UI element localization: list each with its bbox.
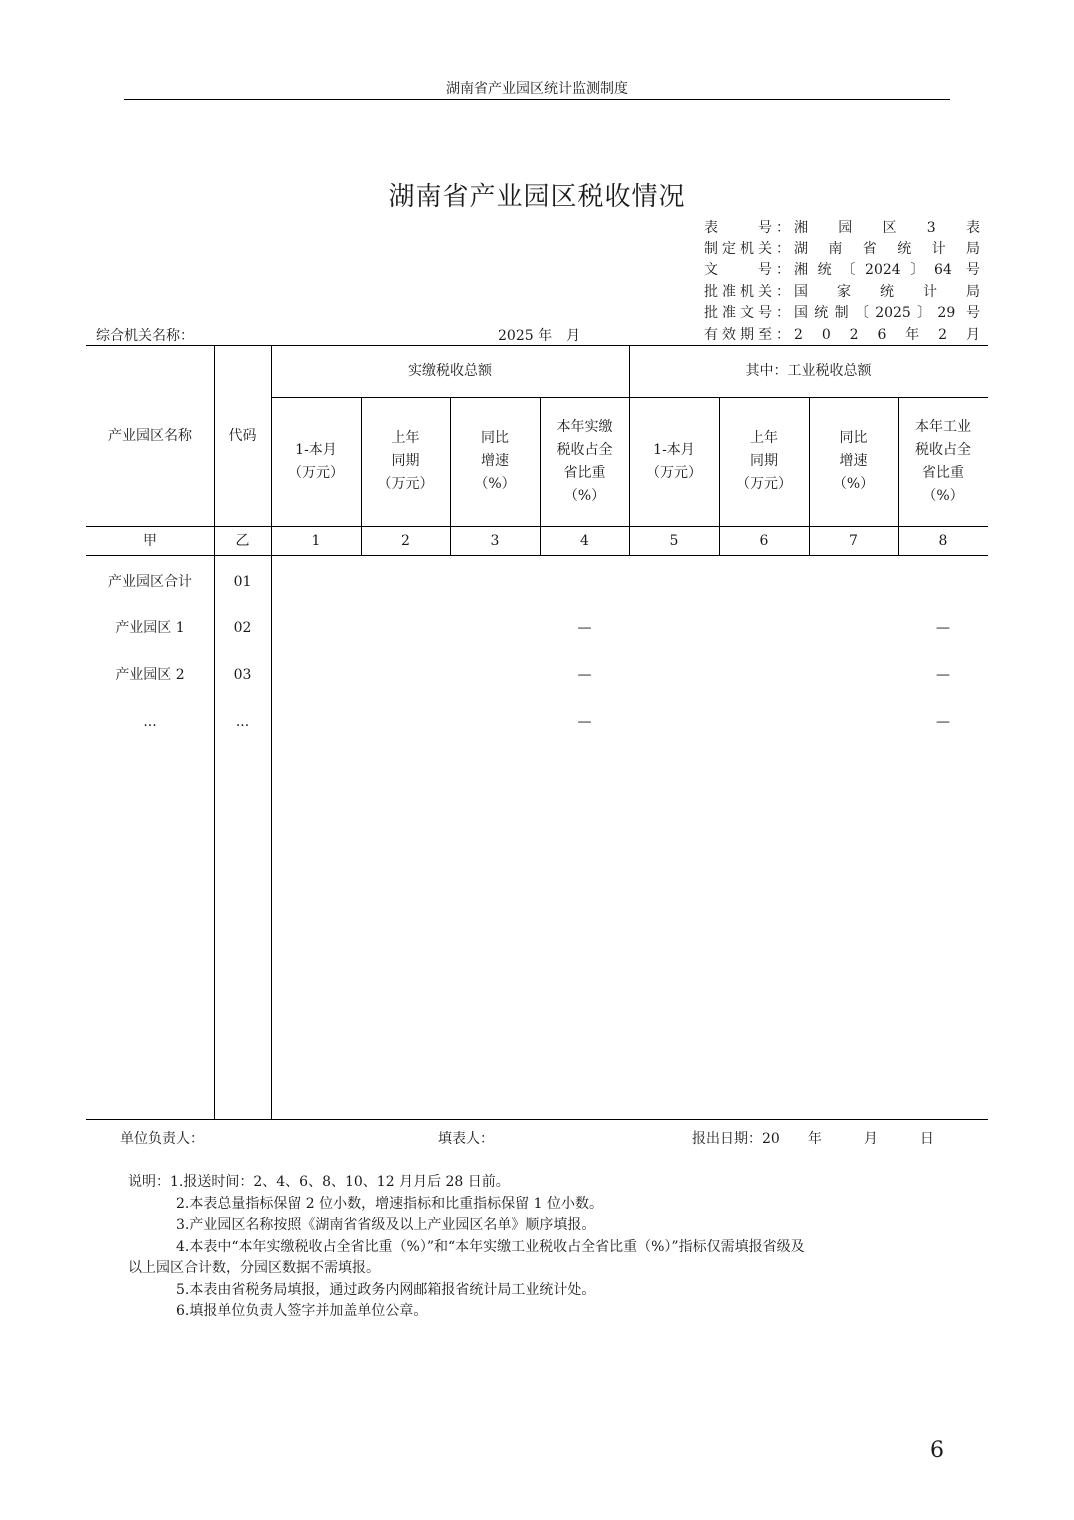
header-code: 代码 [228,427,257,444]
meta-row-approval-number [704,302,980,323]
header-rule [124,99,950,100]
meta-row-approver [704,281,980,302]
header-col-3: 同比 增速 （%） [474,430,516,492]
index-cell: 5 [669,532,679,549]
meta-value: 国统制〔2025〕29 号 [794,305,980,321]
header-col-5: 1-本月 （万元） [646,441,702,481]
meta-value: 湘 园 区 3 表 [794,220,980,236]
meta-row-form-number [704,217,980,238]
park-name-cell: ... [143,713,157,730]
table-row [86,614,988,642]
index-cell: 2 [401,532,410,549]
header-col-7: 同比 增速 （%） [832,430,875,492]
index-cell: 1 [311,532,321,549]
index-cell: 7 [849,532,858,549]
table-row [86,708,988,736]
code-cell: 01 [233,573,252,590]
note-line: 2.本表总量指标保留 2 位小数，增速指标和比重指标保留 1 位小数。 [176,1195,603,1212]
index-cell: 6 [759,532,769,549]
meta-label: 表 号： [704,220,790,236]
code-cell: ... [235,713,250,730]
note-line: 以上园区合计数，分园区数据不需填报。 [128,1260,380,1276]
note-line: 4.本表中“本年实缴税收占全省比重（%）”和“本年实缴工业税收占全省比重（%）”指标仅需填报省级及 [176,1238,805,1255]
share-cell: — [577,666,592,683]
header-col-1: 1-本月 （万元） [288,441,344,481]
header-col-6: 上年 同期 （万元） [736,430,792,492]
meta-label: 批准文号： [704,305,790,321]
header-col-8: 本年工业 税收占全 省比重 （%） [915,418,971,504]
meta-value: 湖 南 省 统 计 局 [794,241,980,257]
meta-label: 批准机关： [704,284,790,300]
share-cell: — [936,666,950,683]
page-number: 6 [930,1438,944,1463]
meta-row-doc-number [704,259,980,280]
note-line: 5.本表由省税务局填报，通过政务内网邮箱报省统计局工业统计处。 [176,1281,596,1298]
report-date-label: 报出日期：20 年 月 日 [692,1131,934,1147]
index-cell: 4 [580,532,589,549]
index-cell: 8 [938,532,948,549]
notes [128,1172,958,1323]
park-name-cell: 产业园区 2 [115,666,185,683]
share-cell: — [936,713,950,730]
share-cell [540,568,629,596]
meta-row-valid-until [704,324,980,345]
note-line: 3.产业园区名称按照《湖南省省级及以上产业园区名单》顺序填报。 [176,1217,596,1233]
header-group-total-tax: 实缴税收总额 [408,363,492,379]
header-group-industrial-tax: 其中：工业税收总额 [745,363,872,379]
code-cell: 02 [233,619,252,636]
share-cell: — [577,619,592,636]
org-name-label: 综合机关名称： [96,328,194,344]
meta-label: 有效期至： [704,327,790,343]
form-title: 湖南省产业园区税收情况 [388,182,686,212]
meta-label: 制定机关： [704,241,790,257]
meta-row-issuer [704,238,980,259]
report-period: 2025 年 月 [498,328,581,344]
note-line: 6.填报单位负责人签字并加盖单位公章。 [176,1303,428,1319]
meta-value: 2 0 2 6 年 2 月 [794,327,980,343]
filler-label: 填表人： [438,1131,494,1147]
share-cell: — [577,713,592,730]
meta-label: 文 号： [704,262,790,278]
running-header: 湖南省产业园区统计监测制度 [446,81,628,97]
unit-head-label: 单位负责人： [120,1131,204,1147]
header-park-name: 产业园区名称 [108,427,192,444]
note-line: 说明：1.报送时间：2、4、6、8、10、12 月月后 28 日前。 [128,1174,510,1190]
code-cell: 03 [233,666,252,683]
index-row-rule [86,555,988,556]
meta-value: 湘统〔2024〕64 号 [794,262,980,278]
share-cell [898,568,988,596]
index-cell: 3 [490,532,500,549]
share-cell: — [936,619,950,636]
header-col-4: 本年实缴 税收占全 省比重 （%） [556,418,613,504]
header-col-2: 上年 同期 （万元） [377,430,434,492]
park-name-cell: 产业园区合计 [108,573,192,590]
index-cell: 甲 [143,532,157,549]
table-row [86,661,988,689]
table-bottom-rule [86,1119,988,1120]
meta-value: 国 家 统 计 局 [794,284,980,300]
table-row [86,568,988,596]
park-name-cell: 产业园区 1 [115,619,185,636]
index-cell: 乙 [235,532,250,549]
